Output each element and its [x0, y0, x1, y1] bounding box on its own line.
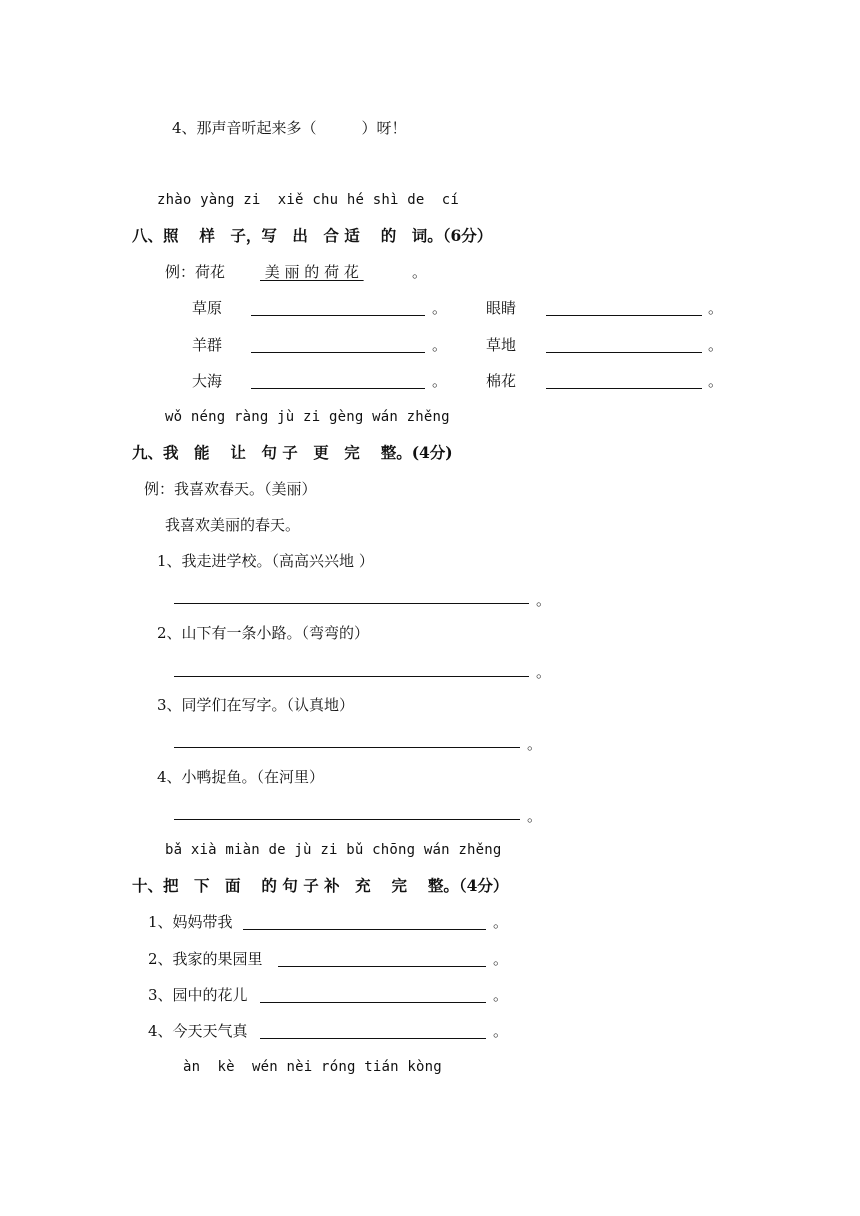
sec9-item-4-blank[interactable]	[174, 819, 520, 820]
sec10-period: 。	[493, 913, 509, 931]
sec8-row1-right-word: 眼睛	[486, 299, 517, 317]
sec8-row3-right-blank[interactable]	[546, 388, 702, 389]
sec10-item-4: 4、今天天气真	[148, 1022, 248, 1040]
sec8-row1-left-blank[interactable]	[251, 315, 425, 316]
sec10-period: 。	[493, 986, 509, 1004]
sec8-period: 。	[432, 299, 448, 317]
sec8-pinyin: zhào yàng zi xiě chu hé shì de cí	[157, 192, 460, 208]
sec10-item-4-blank[interactable]	[260, 1038, 486, 1039]
sec10-item-3: 3、园中的花儿	[148, 986, 248, 1004]
sec10-item-1-blank[interactable]	[243, 929, 486, 930]
sec9-item-1-blank[interactable]	[174, 603, 529, 604]
sec9-item-2: 2、山下有一条小路。（弯弯的）	[157, 624, 370, 642]
sec9-period: 。	[536, 591, 552, 609]
sec9-item-2-blank[interactable]	[174, 676, 529, 677]
sec8-row2-right-word: 草地	[486, 336, 517, 354]
next-section-pinyin: àn kè wén nèi róng tián kòng	[183, 1059, 442, 1075]
sec8-row3-right-word: 棉花	[486, 372, 517, 390]
sec9-example-answer: 我喜欢美丽的春天。	[165, 516, 301, 534]
sec9-pinyin: wǒ néng ràng jù zi gèng wán zhěng	[165, 409, 450, 425]
sec8-row1-right-blank[interactable]	[546, 315, 702, 316]
sec10-period: 。	[493, 1022, 509, 1040]
sec9-period: 。	[527, 807, 543, 825]
sec8-title: 八、照 样 子，写 出 合 适 的 词。（6分）	[132, 226, 493, 245]
sec8-row2-right-blank[interactable]	[546, 352, 702, 353]
sec8-row2-left-word: 羊群	[192, 336, 223, 354]
sec10-item-1: 1、妈妈带我	[148, 913, 233, 931]
sec9-item-4: 4、小鸭捉鱼。（在河里）	[157, 768, 325, 786]
sec8-period: 。	[708, 336, 724, 354]
sec9-example: 例：我喜欢春天。（美丽）	[144, 480, 317, 498]
q7-item-4: 4、那声音听起来多（ ）呀！	[172, 119, 407, 137]
sec10-title: 十、把 下 面 的 句 子 补 充 完 整。（4分）	[132, 876, 509, 895]
sec9-item-3: 3、同学们在写字。（认真地）	[157, 696, 355, 714]
sec9-item-3-blank[interactable]	[174, 747, 520, 748]
sec8-period: 。	[432, 372, 448, 390]
sec10-item-2: 2、我家的果园里	[148, 950, 263, 968]
sec8-example-prefix: 例：荷花	[165, 263, 226, 281]
sec8-example-end: 。	[412, 263, 428, 281]
sec8-period: 。	[708, 299, 724, 317]
sec8-period: 。	[708, 372, 724, 390]
sec8-row3-left-blank[interactable]	[251, 388, 425, 389]
sec8-example-answer: 美 丽 的 荷 花	[260, 263, 364, 281]
sec9-period: 。	[536, 663, 552, 681]
sec10-item-3-blank[interactable]	[260, 1002, 486, 1003]
sec10-pinyin: bǎ xià miàn de jù zi bǔ chōng wán zhěng	[165, 842, 502, 858]
sec10-item-2-blank[interactable]	[278, 966, 486, 967]
sec9-item-1: 1、我走进学校。（高高兴兴地 ）	[157, 552, 374, 570]
sec9-title: 九、我 能 让 句 子 更 完 整。(4分)	[132, 443, 453, 462]
sec8-row2-left-blank[interactable]	[251, 352, 425, 353]
sec8-row3-left-word: 大海	[192, 372, 223, 390]
sec9-period: 。	[527, 735, 543, 753]
sec8-row1-left-word: 草原	[192, 299, 223, 317]
sec8-period: 。	[432, 336, 448, 354]
sec10-period: 。	[493, 950, 509, 968]
